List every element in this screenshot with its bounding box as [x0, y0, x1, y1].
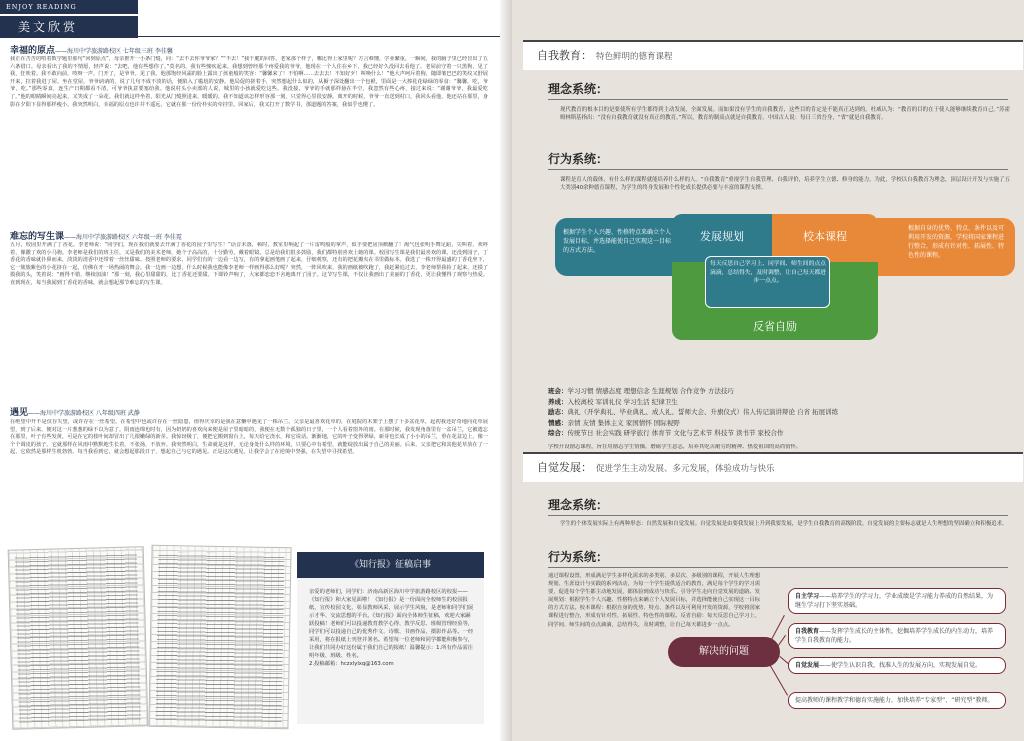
problem-item [788, 657, 1006, 674]
call-for-papers-box [297, 552, 484, 724]
article2-body: 五月，校园里开满了丁香花。李老师说：“同学们，现在我们就要去开满丁香花的园子里写生！”话音未落，顿时，教室里响起了一片雷鸣般的掌声，似乎要把房顶掀翻了！淘气包张明手舞足蹈，尖叫着，欢呼着，像撒了欢的小马驹。李老师是我们的班主任，又是我们的美术老师，她个子高高的，十分勤劳，戴着眼镜，总是给我们很多鼓励，我们都特别喜欢上她的课。校园写生课是我们最喜欢的课，还没到园子，丁香花的香味就扑鼻而来，淡淡的清香中还带着一丝丝甜味。按照老师的要求，同学们有的一边看一边写，有的拿起画笔画了起来，仔细观察，还有的把花瓣夹在书里做标本。我选了一株开得最盛的丁香花坐下，它一簇簇紫色的小花挤在一起，仿佛在开一场热闹的舞会。我一边画一边想，什么时候我也能像李老师一样画得那么好呢？突然，一阵风吹来，我的画纸被吹跑了，我赶紧追过去，李老师帮我捡了起来，还摸了摸我的头，笑着说：“画得不错，继续加油！”那一刻，我心里甜甜的，比丁香花还要甜。下课铃声响了，大家都恋恋不舍地离开了园子。这节写生课，不仅让我画出了美丽的丁香花，更让我懂得了观察与热爱。直到现在，每当我闻到丁香花的香味，就会想起那节难忘的写生课。 [10, 242, 488, 286]
list-item-key: 班会： [548, 387, 568, 395]
handwritten-essay-sheet-2 [148, 545, 291, 729]
dev-plan-label: 发展规划 [700, 230, 744, 243]
article1-title-text: 幸福的原点 [10, 46, 56, 56]
page-fold [500, 0, 512, 741]
diagram-right-text: 根据自身的优势、特点、条件以及可利用开发的资源，学校将国家课程进行整合，形成有针对性、拓展性、特色性的课程。 [908, 225, 1005, 259]
list-item-key: 养成： [548, 397, 568, 406]
article2-title [10, 229, 182, 242]
section1-title-bar [523, 40, 1023, 70]
list-item-value: 入校离校 军训礼仪 学习生活 纪律卫生 [567, 397, 678, 406]
list-item [548, 397, 1008, 408]
article3-byline: ——海川中学旅游路校区 八年级四班 武静 [28, 410, 140, 417]
submission-email: 2.投稿邮箱：hczxlylxq@163.com [309, 661, 394, 667]
list-item [548, 386, 1008, 397]
section1-concept-label: 理念系统： [548, 82, 609, 96]
divider [548, 567, 1008, 568]
article2-title-text: 难忘的写生课 [10, 232, 65, 242]
article1-body: 我正在苦苦的啃着数学题里那句“回到原点”，母亲推开一小条门缝，问：“去不去你爷爷家？”“不去！”我干脆的回答。老家那个样子，哪比得上家里呢？方言难懂，学业繁重，一瞬间，我的脑子里已经冒出了五六条借口。母亲看出了我的不情愿，轻声说：“去吧，他有些想你了。”莫名的，我有些愧疚起来。我想到曾经那个疼爱我的爷爷，他现在一个人住在乡下，我已经好久没回去看他了。老屋前守着一只黑狗，见了我，狂吠着。我不敢向前，吱呀一声，门开了，是爷爷。见了我，他那饱经风霜的脸上露出了孩童般的笑容：“馨馨来了！不怕啊……去去去！不知好歹！叫唤什么！”他大声呵斥着狗，随即皱巴巴的笑纹又舒展开来，拉着我进了屋。坐在堂屋，爷爷讷讷的，说了几句不成不淡的话，便陷入了尴尬的安静。他局促的搓着手，突然想起什么似的，从橱子深处翻出一个包袱，里面是一大捧花花绿绿的零食：“馨馨，吃，爷爷，吃。”那些零食，连生产日期都看不清，可爷爷执意要塞给我。他说村头小卖部的人说，城里的小孩就爱吃这些。我没接，爷爷的手就那样悬在半空，我忽然有些心疼，接过来说：“谢谢爷爷，我最爱吃了。”他的眼睛瞬间亮起来，又笑成了一朵花。我们就这样坐着，阳光从门缝照进来，暖暖的。我不知道该怎样形容那一刻，只觉得心里很安静。离开的时候，爷爷一直送到村口，我回头看他，他还站在那里，身影在夕阳下显得那样瘦小。我突然明白，幸福的原点也许并不遥远，它就在那一份份朴实的牵挂里。回家后，我又打开了数学书，那道题的答案，我似乎也懂了。 [10, 56, 488, 108]
section1-action-text: 课程是育人的载体，有什么样的课程就能培养什么样的人。“自我教育”重视学生自我管理、自我评价，培养学生立德、修身的能力。为此，学校以自我教育为理念，顶层设计开发与实施了五大类别40余种德育课程，为学生的终身发展和个性化成长提供必要与丰富的课程支撑。 [560, 177, 1010, 191]
left-page [0, 0, 500, 741]
divider [548, 515, 1008, 516]
enjoy-reading-strip: ENJOY READING [0, 0, 138, 14]
school-course-label: 校本课程 [803, 230, 847, 243]
problem-text: ——培养学生的学习力，学业成绩是学习能力养成的自然结果，为继生学习打下坚实基础。 [795, 593, 994, 609]
problems-solved-badge: 解决的问题 [668, 637, 780, 667]
list-item-value: 亲情 友情 集体主义 家国情怀 国际视野 [567, 418, 680, 427]
article1-title [10, 43, 173, 56]
list-item [548, 407, 1008, 418]
problem-item [788, 588, 1006, 614]
section-header-title: 美文欣赏 [0, 16, 138, 38]
list-item-key: 情感： [548, 418, 568, 427]
list-item-value: 传统节日 社会实践 研学旅行 体育节 文化与艺术节 科技节 读书节 家校合作 [567, 429, 784, 437]
section2-subtitle: 促进学生主动发展、多元发展，体验成功与快乐 [596, 464, 775, 474]
call-for-papers-title: 《知行报》征稿启事 [297, 552, 484, 578]
problem-text: ——使学生认识自我，找准人生的发展方向，实现发展自觉。 [819, 662, 982, 669]
diagram-left-text: 根据学生个人兴趣、性格特点来确立个人发展目标，并选择能使自己实现这一目标的方式方法。 [563, 229, 672, 254]
handwritten-essay-sheet-1 [8, 546, 149, 729]
problem-key: 自觉发展 [795, 662, 820, 669]
divider [548, 99, 1008, 100]
problem-item [788, 623, 1006, 649]
section1-title: 自我教育： [537, 49, 592, 62]
list-item-value: 典礼（开学典礼、毕业典礼、成人礼、誓师大会、升旗仪式）伟人传记演讲辩论 自省 拓展训练 [567, 408, 839, 416]
section1-subtitle: 特色鲜明的德育课程 [596, 52, 673, 62]
list-item-key: 励志： [548, 408, 568, 416]
list-item-key: 综合： [548, 429, 568, 437]
call-for-papers-body [309, 588, 475, 718]
divider [548, 169, 1008, 170]
section1-closing: 学校开设励志课程，旨在用励志学生情操，磨砺学生意志，培养其吃苦耐劳的精神、热爱祖国的高尚情怀。 [548, 444, 802, 450]
problem-text: ——发挥学生成长的主体性，挖掘培养学生成长的内生动力，培养学生自我教育的能力。 [795, 628, 994, 644]
list-item [548, 418, 1008, 429]
course-category-list [548, 386, 1008, 439]
section2-title: 自觉发展： [537, 461, 592, 474]
list-item [548, 428, 1008, 439]
article3-title [10, 405, 140, 418]
section2-concept-label: 理念系统： [548, 498, 609, 512]
list-item-value: 学习习惯 情感态度 理想信念 生涯规划 合作竞争 方法技巧 [567, 387, 734, 395]
section2-action-text: 通过课程设置，形成满足学生多样化需求的多类别、多层次、多级别的课程，开展人生理想规划、生涯设计与实践的系列活动，为每一个学生提供适合的教育，满足每个学生的学习需要，促进每个学生都主动地发展，都体验到成功与快乐。引导学生走向自觉发展的道路。发展规划：根据学生个人兴趣、性格特点来确立个人发展目标，并选择能使自己实现这一目标的方式方法。校本课程：根据自身的优势、特点、条件以及可利用开发的资源，学校将国家课程进行整合，形成有针对性、拓展性、特色性的课程。反省自励：每天反思自己学习上、同学间、师生间的点点滴滴，总结得失，及时调整，让自己每天都进步一点点。 [548, 573, 760, 628]
problem-key: 自主学习 [795, 593, 820, 600]
problem-key: 自我教育 [795, 628, 820, 635]
problem-item [788, 692, 1006, 709]
article3-title-text: 遇见 [10, 408, 29, 418]
diagram-center-text: 每天反思自己学习上、同学间、师生间的点点滴滴，总结得失，及时调整，让自己每天都进步一点点。 [710, 261, 826, 284]
section2-action-label: 行为系统： [548, 550, 609, 564]
section1-action-label: 行为系统： [548, 152, 609, 166]
header-divider [138, 36, 500, 37]
article2-byline: ——海川中学旅游路校区 六年级一班 李佳霓 [64, 234, 182, 241]
article1-byline: ——海川中学旅游路校区 七年级三班 李佳馨 [55, 48, 173, 55]
call-for-papers-text: 亲爱的老师们，同学们：济南高新区海川中学旅游路校区的校报——《知行报》和大家见面啦！《知行报》是一份面向全校师生的校园报纸，宣传校园文化，彰显教师风采，展示学生风貌，是老师和同学们展示才华、交流思想的平台。《知行报》面向全体师生征稿，欢迎大家踊跃投稿！老师们可以投递教育教学心得、教学反思、班级管理经验等，同学们可以投递自己的优秀作文、诗歌、书画作品、摄影作品等。一经采用，将在报纸上刊登并署名。希望每一位老师和同学都能积极参与，让我们共同办好这份属于我们自己的报纸！温馨提示：1.所有作品需注明年级、班级、姓名。 [309, 589, 474, 659]
problem-text: 提高教师的课程教学和德育实施能力，加快培养“专家型”、“研究型”教师。 [795, 697, 994, 704]
section2-title-bar [523, 452, 1023, 482]
article3-body: 在绝望中开不是仅存失望，或许存在一丝希望。在希望中也或许存在一丝隐患，值得庆幸的是我在意懒中遇见了一株吊兰。父亲是最喜欢花草的，在庭院的木架子上摆了十多盆花草，起初我还好奇地向花草展望，到了后来，便对这一片葱葱的绿不以为意了。阴雨连绵也时有，因为奶奶的喜欢向来便是屋子里暗暗的，我便在无数个孤独的日子里，一个人看着窗外的雨。在那时候，我发现角落里有一盆吊兰，它被遗忘在那里，叶子有些发黄，可是在它的枝叶间却冒出了几根嫩绿的新芽。我惊讶极了，便把它搬到窗台上，每天给它浇水，和它说话。渐渐地，它的叶子变得翠绿，新芽也长成了小小的吊兰，垂在花盆边上，像一个个调皮的孩子。它就那样在风雨中默默地生长着，不张扬，不放弃。我突然明白，生命就是这样，无论身处什么样的环境，只要心中有希望，就能绽放出属于自己的美丽。后来，父亲把它和其他花草放在了一起，它依然是那样生机勃勃。每当我看到它，就会想起那段日子，想起自己与它的遇见。正是这次遇见，让我学会了在逆境中坚强，在失望中寻找希望。 [10, 419, 488, 456]
section1-concept-text: 现代教育的根本目的是要使所有学生都得到主动发展，全面发展。而如果没有学生的自我教育，这些目的肯定是不能真正达到的。杜威认为：“教育的目的在于使人能够继续教育自己。”苏霍姆林斯基指出：“没有自我教育就没有真正的教育。”所以，教育的制高点就是自我教育。中国古人说：每日三省吾身，“省”就是自我教育。 [560, 107, 1010, 121]
reflect-label: 反省自励 [753, 320, 797, 333]
section2-concept-text: 学生的个体发展实际上有两种形态：自然发展和自觉发展。自觉发展是由要我发展上升到我要发展，是学生自我教育的高级阶段。自觉发展的主要标志就是人生理想的坚固确立和积极追求。 [560, 521, 1008, 527]
